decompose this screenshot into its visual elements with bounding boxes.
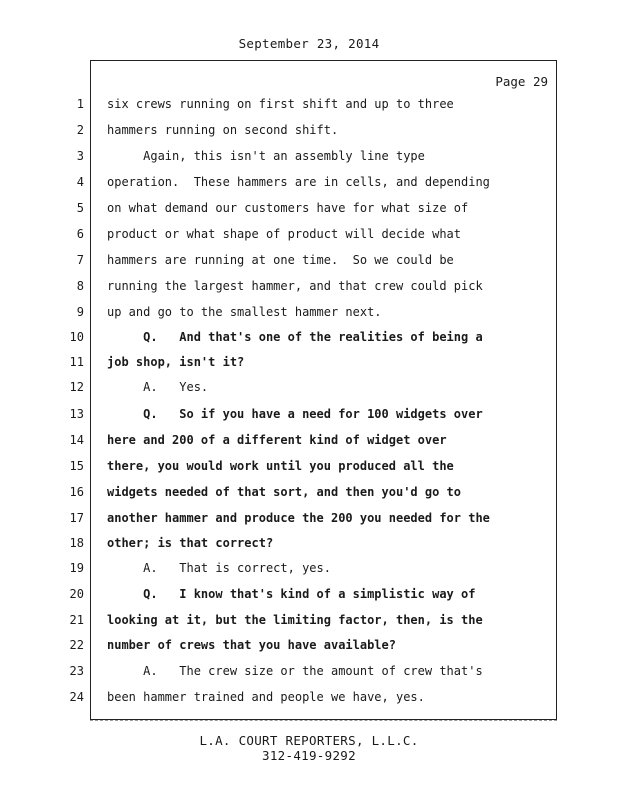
transcript-line [0, 613, 618, 635]
line-text: looking at it, but the limiting factor, then, is the [107, 613, 483, 627]
line-number: 13 [69, 407, 84, 421]
line-text: been hammer trained and people we have, yes. [107, 690, 425, 704]
transcript-line [0, 123, 618, 145]
line-text: Q. So if you have a need for 100 widgets over [107, 407, 483, 421]
line-text: Q. I know that's kind of a simplistic way of [107, 587, 476, 601]
transcript-line [0, 97, 618, 119]
transcript-line [0, 305, 618, 327]
line-number: 19 [69, 561, 84, 575]
line-text: hammers running on second shift. [107, 123, 339, 137]
line-number: 6 [76, 227, 84, 241]
line-number: 9 [76, 305, 84, 319]
transcript-line [0, 407, 618, 429]
line-number: 12 [69, 380, 84, 394]
transcript-line [0, 459, 618, 481]
line-number: 17 [69, 511, 84, 525]
line-text: A. That is correct, yes. [107, 561, 331, 575]
line-number: 18 [69, 536, 84, 550]
transcript-line [0, 227, 618, 249]
line-text: operation. These hammers are in cells, and depending [107, 175, 490, 189]
line-text: here and 200 of a different kind of widget over [107, 433, 447, 447]
line-text: product or what shape of product will decide what [107, 227, 462, 241]
line-text: A. Yes. [107, 380, 209, 394]
transcript-line [0, 201, 618, 223]
line-text: there, you would work until you produced all the [107, 459, 454, 473]
line-number: 14 [69, 433, 84, 447]
transcript-line [0, 690, 618, 712]
transcript-line [0, 175, 618, 197]
line-number: 23 [69, 664, 84, 678]
transcript-line [0, 536, 618, 558]
line-text: six crews running on first shift and up to three [107, 97, 454, 111]
line-number: 20 [69, 587, 84, 601]
line-number: 22 [69, 638, 84, 652]
line-number: 3 [76, 149, 84, 163]
footer [0, 733, 618, 763]
transcript-line [0, 664, 618, 686]
line-number: 24 [69, 690, 84, 704]
line-text: job shop, isn't it? [107, 355, 245, 369]
line-text: other; is that correct? [107, 536, 274, 550]
line-text: running the largest hammer, and that crew could pick [107, 279, 483, 293]
line-number: 10 [69, 330, 84, 344]
line-text: A. The crew size or the amount of crew that's [107, 664, 483, 678]
transcript-line [0, 587, 618, 609]
line-number: 11 [69, 355, 84, 369]
page-number: Page 29 [495, 74, 548, 89]
line-number: 1 [76, 97, 84, 111]
line-text: on what demand our customers have for what size of [107, 201, 469, 215]
line-number: 8 [76, 279, 84, 293]
line-text: Q. And that's one of the realities of being a [107, 330, 483, 344]
transcript-line [0, 561, 618, 583]
line-text: up and go to the smallest hammer next. [107, 305, 382, 319]
line-text: Again, this isn't an assembly line type [107, 149, 425, 163]
transcript-line [0, 380, 618, 402]
line-text: widgets needed of that sort, and then you'd go to [107, 485, 462, 499]
transcript-line [0, 485, 618, 507]
bottom-rule [90, 720, 557, 722]
line-text: hammers are running at one time. So we could be [107, 253, 454, 267]
line-number: 2 [76, 123, 84, 137]
transcript-line [0, 279, 618, 301]
transcript-line [0, 149, 618, 171]
header-date: September 23, 2014 [238, 36, 380, 51]
transcript-line [0, 355, 618, 377]
line-number: 4 [76, 175, 84, 189]
footer-phone: 312-419-9292 [262, 748, 356, 763]
line-number: 5 [76, 201, 84, 215]
line-number: 7 [76, 253, 84, 267]
line-number: 16 [69, 485, 84, 499]
line-text: number of crews that you have available? [107, 638, 396, 652]
transcript-line [0, 433, 618, 455]
line-number: 15 [69, 459, 84, 473]
transcript-line [0, 638, 618, 660]
transcript-line [0, 330, 618, 352]
footer-company: L.A. COURT REPORTERS, L.L.C. [199, 733, 419, 748]
transcript-line [0, 253, 618, 275]
transcript-line [0, 511, 618, 533]
line-number: 21 [69, 613, 84, 627]
line-text: another hammer and produce the 200 you needed for the [107, 511, 490, 525]
